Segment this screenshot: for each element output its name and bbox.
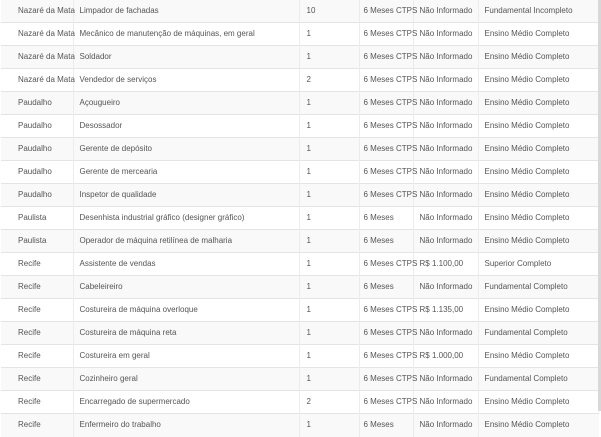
vacancies-cell: 1 [299, 276, 359, 299]
contract-cell: 6 Meses CTPS [359, 391, 413, 414]
vacancies-cell: 1 [299, 23, 359, 46]
table-row [1, 115, 599, 138]
city-cell: Recife [1, 368, 73, 391]
occupation-cell: Açougueiro [73, 92, 299, 115]
city-cell: Nazaré da Mata [1, 46, 73, 69]
city-cell: Paudalho [1, 92, 73, 115]
education-cell: Ensino Médio Completo [478, 92, 599, 115]
contract-cell: 6 Meses CTPS [359, 345, 413, 368]
vacancies-cell: 1 [299, 184, 359, 207]
job-listings-table [1, 0, 599, 437]
education-cell: Ensino Médio Completo [478, 138, 599, 161]
table-row [1, 368, 599, 391]
salary-cell: R$ 1.135,00 [413, 299, 478, 322]
salary-cell: Não Informado [413, 207, 478, 230]
table-row [1, 253, 599, 276]
occupation-cell: Cabeleireiro [73, 276, 299, 299]
occupation-cell: Costureira em geral [73, 345, 299, 368]
vacancies-cell: 1 [299, 92, 359, 115]
contract-cell: 6 Meses CTPS [359, 184, 413, 207]
education-cell: Ensino Médio Completo [478, 23, 599, 46]
education-cell: Ensino Médio Completo [478, 207, 599, 230]
table-row [1, 138, 599, 161]
vacancies-cell: 1 [299, 207, 359, 230]
city-cell: Recife [1, 345, 73, 368]
salary-cell: Não Informado [413, 0, 478, 23]
city-cell: Paulista [1, 230, 73, 253]
contract-cell: 6 Meses [359, 276, 413, 299]
table-row [1, 46, 599, 69]
education-cell: Ensino Médio Completo [478, 414, 599, 437]
vacancies-cell: 1 [299, 230, 359, 253]
city-cell: Nazaré da Mata [1, 69, 73, 92]
city-cell: Paudalho [1, 184, 73, 207]
vacancies-cell: 1 [299, 46, 359, 69]
salary-cell: Não Informado [413, 322, 478, 345]
education-cell: Ensino Médio Completo [478, 230, 599, 253]
contract-cell: 6 Meses [359, 414, 413, 437]
occupation-cell: Soldador [73, 46, 299, 69]
occupation-cell: Assistente de vendas [73, 253, 299, 276]
vacancies-cell: 10 [299, 0, 359, 23]
salary-cell: Não Informado [413, 138, 478, 161]
table-row [1, 23, 599, 46]
education-cell: Ensino Médio Completo [478, 161, 599, 184]
contract-cell: 6 Meses CTPS [359, 161, 413, 184]
salary-cell: Não Informado [413, 161, 478, 184]
city-cell: Nazaré da Mata [1, 0, 73, 23]
education-cell: Fundamental Incompleto [478, 0, 599, 23]
salary-cell: Não Informado [413, 115, 478, 138]
occupation-cell: Operador de máquina retilínea de malharia [73, 230, 299, 253]
table-row [1, 276, 599, 299]
contract-cell: 6 Meses CTPS [359, 299, 413, 322]
occupation-cell: Cozinheiro geral [73, 368, 299, 391]
occupation-cell: Limpador de fachadas [73, 0, 299, 23]
city-cell: Paudalho [1, 115, 73, 138]
occupation-cell: Mecânico de manutenção de máquinas, em geral [73, 23, 299, 46]
contract-cell: 6 Meses [359, 230, 413, 253]
salary-cell: Não Informado [413, 23, 478, 46]
table-row [1, 207, 599, 230]
education-cell: Ensino Médio Completo [478, 299, 599, 322]
occupation-cell: Costureira de máquina overloque [73, 299, 299, 322]
salary-cell: Não Informado [413, 391, 478, 414]
contract-cell: 6 Meses CTPS [359, 92, 413, 115]
salary-cell: Não Informado [413, 92, 478, 115]
city-cell: Paudalho [1, 161, 73, 184]
vacancies-cell: 2 [299, 391, 359, 414]
education-cell: Fundamental Completo [478, 322, 599, 345]
occupation-cell: Gerente de mercearia [73, 161, 299, 184]
vacancies-cell: 1 [299, 115, 359, 138]
city-cell: Recife [1, 299, 73, 322]
education-cell: Ensino Médio Completo [478, 46, 599, 69]
contract-cell: 6 Meses [359, 207, 413, 230]
education-cell: Superior Completo [478, 253, 599, 276]
city-cell: Recife [1, 322, 73, 345]
table-row [1, 0, 599, 23]
vacancies-cell: 1 [299, 253, 359, 276]
vacancies-cell: 2 [299, 69, 359, 92]
vacancies-cell: 1 [299, 368, 359, 391]
occupation-cell: Desossador [73, 115, 299, 138]
contract-cell: 6 Meses CTPS [359, 322, 413, 345]
table-row [1, 299, 599, 322]
salary-cell: Não Informado [413, 276, 478, 299]
occupation-cell: Gerente de depósito [73, 138, 299, 161]
contract-cell: 6 Meses CTPS [359, 253, 413, 276]
table-row [1, 414, 599, 437]
vacancies-cell: 1 [299, 138, 359, 161]
table-row [1, 161, 599, 184]
education-cell: Fundamental Completo [478, 368, 599, 391]
city-cell: Recife [1, 253, 73, 276]
salary-cell: Não Informado [413, 230, 478, 253]
salary-cell: R$ 1.000,00 [413, 345, 478, 368]
salary-cell: Não Informado [413, 69, 478, 92]
vacancies-cell: 1 [299, 414, 359, 437]
salary-cell: Não Informado [413, 184, 478, 207]
contract-cell: 6 Meses CTPS [359, 23, 413, 46]
city-cell: Paudalho [1, 138, 73, 161]
occupation-cell: Desenhista industrial gráfico (designer gráfico) [73, 207, 299, 230]
occupation-cell: Enfermeiro do trabalho [73, 414, 299, 437]
occupation-cell: Inspetor de qualidade [73, 184, 299, 207]
education-cell: Ensino Médio Completo [478, 391, 599, 414]
salary-cell: R$ 1.100,00 [413, 253, 478, 276]
education-cell: Fundamental Completo [478, 276, 599, 299]
table-row [1, 345, 599, 368]
table-row [1, 230, 599, 253]
table-row [1, 184, 599, 207]
city-cell: Recife [1, 276, 73, 299]
table-row [1, 92, 599, 115]
contract-cell: 6 Meses CTPS [359, 138, 413, 161]
education-cell: Ensino Médio Completo [478, 345, 599, 368]
table-row [1, 322, 599, 345]
contract-cell: 6 Meses CTPS [359, 0, 413, 23]
contract-cell: 6 Meses CTPS [359, 368, 413, 391]
salary-cell: Não Informado [413, 46, 478, 69]
contract-cell: 6 Meses CTPS [359, 46, 413, 69]
education-cell: Ensino Médio Completo [478, 69, 599, 92]
vacancies-cell: 1 [299, 345, 359, 368]
contract-cell: 6 Meses CTPS [359, 115, 413, 138]
vacancies-cell: 1 [299, 322, 359, 345]
table-row [1, 69, 599, 92]
salary-cell: Não Informado [413, 414, 478, 437]
occupation-cell: Costureira de máquina reta [73, 322, 299, 345]
city-cell: Paulista [1, 207, 73, 230]
vacancies-cell: 1 [299, 299, 359, 322]
city-cell: Nazaré da Mata [1, 23, 73, 46]
occupation-cell: Vendedor de serviços [73, 69, 299, 92]
occupation-cell: Encarregado de supermercado [73, 391, 299, 414]
city-cell: Recife [1, 414, 73, 437]
city-cell: Recife [1, 391, 73, 414]
vacancies-cell: 1 [299, 161, 359, 184]
contract-cell: 6 Meses CTPS [359, 69, 413, 92]
table-row [1, 391, 599, 414]
education-cell: Ensino Médio Completo [478, 184, 599, 207]
salary-cell: Não Informado [413, 368, 478, 391]
education-cell: Ensino Médio Completo [478, 115, 599, 138]
